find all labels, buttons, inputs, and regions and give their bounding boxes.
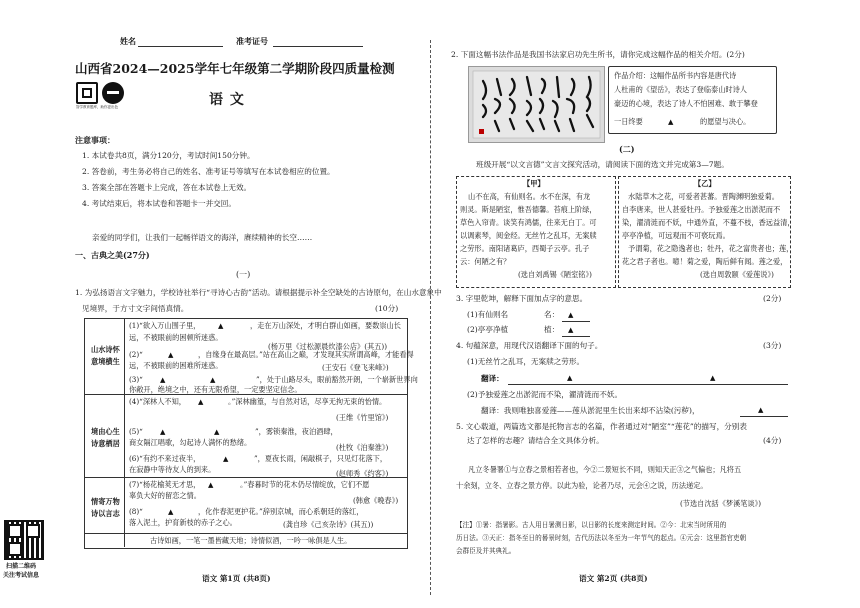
blank-marker-icon[interactable]: ▲ (758, 406, 764, 414)
q4-item: (2)予独爱莲之出淤泥而不染，濯清涟而不妖。 (467, 390, 623, 399)
poem-line: ”，夏夜长雨，闲敲棋子，只见灯花落下， (254, 454, 388, 463)
q4-score: (3分) (763, 341, 782, 350)
passage-line: 草色入帘青。谈笑有鸿儒，往来无白丁。可 (460, 218, 597, 227)
q5-score: (4分) (763, 436, 782, 445)
passage-source: (选自周敦颐《爱莲说》) (700, 270, 774, 279)
exam-title: 山西省2024—2025学年七年级第二学期阶段四质量检测 (75, 61, 395, 76)
passage-line: 山不在高，有仙则名。水不在深，有龙 (468, 192, 591, 201)
poem-line: ，化作春泥更护花。”辞别京城，而心系朝廷的落红， (198, 507, 364, 516)
q5-text: 达了怎样的志趣？请结合全文具体分析。 (467, 436, 604, 445)
blank-marker-icon[interactable]: ▲ (208, 481, 214, 489)
passage-line: 自李唐来，世人甚爱牡丹。予独爱莲之出淤泥而不 (622, 205, 781, 214)
q4-item: (1)无丝竹之乱耳，无案牍之劳形。 (467, 357, 585, 366)
qr-code-icon[interactable] (4, 520, 44, 560)
poem-line: (1)“欲入万山围子里， (129, 321, 201, 330)
intro-box-line: 的愿望与决心。 (700, 117, 751, 126)
q1-score: (10分) (375, 304, 399, 313)
poem-line: 。”深林幽篁，与自然对话，尽享无拘无束的怡情。 (228, 397, 387, 406)
name-label: 姓名 (120, 36, 136, 46)
passage-line: 凡立冬暑署①与立春之景相若者也，今②二景短长不同，则知天正③之气偏也；凡将五 (468, 465, 742, 474)
poem-line: (2)“ (129, 350, 143, 359)
page-number: 语文 第1页 (共8页) (202, 574, 271, 583)
passage-line: 以调素琴，阅金经。无丝竹之乱耳，无案牍 (460, 231, 597, 240)
poem-line: (5)“ (129, 427, 143, 436)
intro-box-line: 人杜甫的《望岳》，表达了登临泰山时诗人 (614, 85, 747, 94)
poem-line: 远，不被眼前的困顿所迷惑。 (129, 333, 223, 342)
intro-text: 亲爱的同学们，让我们一起畅徉语文的海洋，赓续精神的长空…… (92, 233, 313, 242)
blank-marker-icon[interactable]: ▲ (668, 118, 674, 126)
poem-source: (韩愈《晚春》) (353, 496, 399, 505)
poem-line: 辜负大好的留恋之情。 (129, 491, 201, 500)
poem-line: ，自缘身在最高层。”站在高山之巅，才发现其实所谓高峰，才能看得 (198, 350, 414, 359)
calligraphy-image (468, 66, 605, 143)
blank-marker-icon[interactable]: ▲ (168, 351, 174, 359)
passage-yi-title: 【乙】 (694, 179, 716, 188)
intro-box-line: 豪迈的心境，表达了诗人不怕困难、敢于攀登 (614, 99, 758, 108)
passage-line: 水陆草木之花，可爱者甚蕃。晋陶渊明独爱菊。 (628, 192, 779, 201)
passage-line: 之劳形。南阳诸葛庐，西蜀子云亭。孔子 (460, 244, 590, 253)
group-label: 山水诗怀 (91, 345, 120, 354)
poem-line: ”，处于山路尽头，眼前豁然开朗，一个崭新世界向 (256, 375, 418, 384)
blank-marker-icon[interactable]: ▲ (168, 508, 174, 516)
intro-box-line: 一日终要 (614, 117, 643, 126)
ticket-label: 准考证号 (236, 36, 268, 46)
passage-source: (选自刘禹锡《陋室铭》) (518, 270, 592, 279)
poem-line: (8)“ (129, 507, 143, 516)
notes-item: 2. 答卷前，考生务必将自己的姓名、准考证号等填写在本试卷相应的位置。 (82, 167, 335, 176)
qr-label: 关注考试信息 (3, 572, 40, 579)
group-label: 情寄万物 (91, 497, 120, 506)
page-number: 语文 第2页 (共8页) (579, 574, 648, 583)
qr-label: 扫描二维码 (6, 563, 37, 570)
poem-source: (赵师秀《约客》) (336, 469, 389, 478)
annotation-line: 【注】①暑：指暑影。古人用日暑测日影，以日影的长度来测定时间。②今：北宋当时所用的 (456, 521, 727, 529)
passage-line: 则灵。斯是陋室，惟吾德馨。苔痕上阶绿， (460, 205, 597, 214)
school-logo (76, 82, 134, 110)
blank-marker-icon[interactable]: ▲ (567, 374, 573, 382)
logo-caption: 智学教育题库，助你更出色 (76, 105, 118, 109)
poem-line: 在寂静中等待友人的到来。 (129, 465, 216, 474)
group-label: 诗以言志 (91, 509, 120, 518)
passage-line: 予谓菊，花之隐逸者也；牡丹，花之富贵者也；莲， (628, 244, 794, 253)
passage-line: 染，濯清涟而不妖，中通外直，不蔓不枝，香远益清， (622, 218, 795, 227)
passage-line: 十余刻，立冬、立春之景方停。以此为验，论者乃尽，元会④之说，历法递定。 (456, 481, 708, 490)
passage-line: 亭亭净植，可远观而不可亵玩焉。 (622, 231, 730, 240)
poem-line: 你敞开，绝境之中，还有无限希望，一定要坚定信念。 (129, 385, 302, 394)
q1-text: 见境界，于方寸文字间悟真情。 (82, 304, 189, 313)
poem-line: 落入泥土，护育新枝的赤子之心。 (129, 518, 237, 527)
poem-line: 远，不被眼前的困难所迷惑。 (129, 361, 223, 370)
q3-text: 3. 字里乾坤，解释下面加点字的意思。 (456, 294, 588, 303)
notes-item: 3. 答案全部在答题卡上完成，答在本试卷上无效。 (82, 183, 252, 192)
blank-marker-icon[interactable]: ▲ (198, 398, 204, 406)
q3-answer-label: 植： (544, 325, 560, 334)
passage-source: (节选自沈括《梦溪笔谈》) (680, 499, 762, 508)
group-label: 诗意栖居 (91, 439, 120, 448)
poem-line: ”，雾锁秦淮，夜泊酒肆， (255, 427, 338, 436)
q5-text: 5. 文心载道，两篇选文都是托物言志的名篇，作者通过对“陋室”“莲花”的描写，分别表 (456, 422, 747, 431)
poem-source: (杜牧《泊秦淮》) (336, 443, 389, 452)
notes-heading: 注意事项： (75, 135, 115, 145)
poem-line: ，走在万山深处，才明白群山如画，要数崇山长 (250, 321, 401, 330)
blank-marker-icon[interactable]: ▲ (710, 374, 716, 382)
blank-marker-icon[interactable]: ▲ (568, 311, 574, 319)
poem-source: (王维《竹里馆》) (336, 413, 389, 422)
notes-item: 1. 本试卷共8页，满分120分，考试时间150分钟。 (82, 151, 255, 160)
annotation-line: 会群臣及并其典礼。 (456, 547, 516, 555)
q2-text: 2. 下面这幅书法作品是我国书法家启功先生所书，请你完成这幅作品的相关介绍。(2分) (451, 50, 745, 59)
blank-marker-icon[interactable]: ▲ (210, 376, 216, 384)
passage-line: 花之君子者也。噫！菊之爱，陶后鲜有闻。莲之爱， (622, 257, 788, 266)
poem-line: (3)“ (129, 375, 143, 384)
poem-line: 。”春暮时节的花木仍尽情绽放，它们不愿 (240, 480, 370, 489)
q3-score: (2分) (763, 294, 782, 303)
intro-box-line: 作品介绍：这幅作品所书内容是唐代诗 (614, 71, 737, 80)
poem-source: (杨万里《过松源晨炊漆公店》(其五)) (268, 342, 388, 351)
group-label: 境由心生 (91, 427, 120, 436)
table-footer: 古诗如画，一笔一墨皆藏天地；诗情似酒，一吟一咏俱是人生。 (150, 536, 352, 545)
section2-title: (二) (619, 144, 635, 154)
q3-item: (2)亭亭净植 (467, 325, 509, 334)
section2-lead: 班级开展“以文言德”文言文探究活动，请阅读下面的选文并完成第3—7题。 (476, 160, 729, 169)
blank-marker-icon[interactable]: ▲ (160, 428, 166, 436)
blank-marker-icon[interactable]: ▲ (223, 455, 229, 463)
passage-line: 云：何陋之有？ (460, 257, 511, 266)
passage-jia-title: 【甲】 (523, 179, 545, 188)
notes-item: 4. 考试结束后，将本试卷和答题卡一并交回。 (82, 199, 236, 208)
subject-title: 语 文 (209, 92, 245, 108)
section1-title: 一、古典之美(27分) (75, 250, 150, 260)
blank-marker-icon[interactable]: ▲ (568, 326, 574, 334)
poem-source: (龚自珍《己亥杂诗》(其五)) (283, 520, 374, 529)
poem-line: 商女隔江唱歌，勾起诗人满怀的愁绪。 (129, 438, 252, 447)
q4-answer: 翻译：我则唯独喜爱莲——莲从淤泥里生长出来却不沾染(污秽)， (481, 406, 700, 415)
blank-marker-icon[interactable]: ▲ (214, 428, 220, 436)
poem-source: (王安石《登飞来峰》) (322, 363, 389, 372)
blank-marker-icon[interactable]: ▲ (218, 322, 224, 330)
annotation-line: 历日法。③天正：指冬至日的晷景时刻，古代历法以冬至为一年节气的起点。④元会：这里指官吏朝 (456, 534, 747, 542)
q1-text: 1. 为弘扬语言文字魅力，学校诗社举行“寻诗心古韵”活动。请根据提示补全空缺处的古诗原句，在山水意象中 (75, 288, 442, 297)
translate-label: 翻译： (481, 374, 504, 383)
poem-line: (7)“杨花榆荚无才思， (129, 480, 201, 489)
q3-item: (1)有仙则名 (467, 310, 509, 319)
poem-line: (4)“深林人不知， (129, 397, 186, 406)
q4-text: 4. 句蕴深意，用现代汉语翻译下面的句子。 (456, 341, 603, 350)
poem-line: (6)“有约不来过夜半， (129, 454, 201, 463)
section1-sub: (一) (236, 270, 251, 279)
q3-answer-label: 名： (544, 310, 560, 319)
blank-marker-icon[interactable]: ▲ (160, 376, 166, 384)
group-label: 意境横生 (91, 357, 120, 366)
